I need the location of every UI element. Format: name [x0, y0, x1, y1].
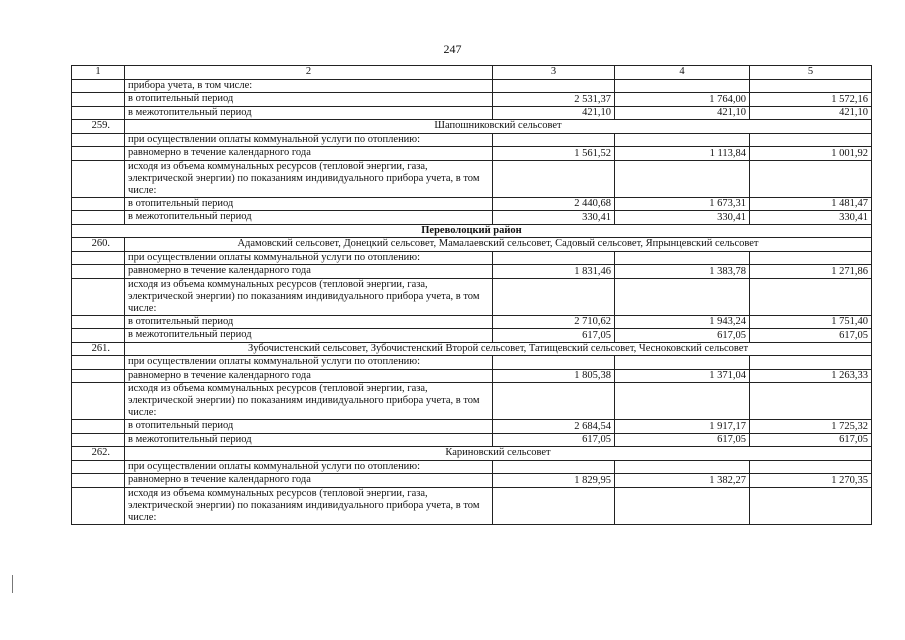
row-index [72, 265, 125, 279]
row-description: исходя из объема коммунальных ресурсов (тепловой энергии, газа, электрической энергии) по показаниям индивидуального прибора учета, в том числе: [125, 487, 493, 524]
row-index [72, 93, 125, 107]
value-col4: 1 943,24 [615, 315, 750, 329]
row-index [72, 487, 125, 524]
value-col5 [750, 160, 872, 197]
row-index: 259. [72, 120, 125, 134]
page-number: 247 [443, 42, 462, 56]
value-col3 [493, 383, 615, 420]
table-row [72, 147, 872, 161]
value-col4: 1 673,31 [615, 197, 750, 211]
table-row [72, 460, 872, 474]
row-index [72, 356, 125, 370]
row-index [72, 133, 125, 147]
value-col5: 1 725,32 [750, 420, 872, 434]
row-description: исходя из объема коммунальных ресурсов (тепловой энергии, газа, электрической энергии) по показаниям индивидуального прибора учета, в том числе: [125, 160, 493, 197]
row-description: при осуществлении оплаты коммунальной услуги по отоплению: [125, 460, 493, 474]
row-index: 260. [72, 238, 125, 252]
row-description: равномерно в течение календарного года [125, 369, 493, 383]
row-description: в отопительный период [125, 315, 493, 329]
row-description: исходя из объема коммунальных ресурсов (тепловой энергии, газа, электрической энергии) по показаниям индивидуального прибора учета, в том числе: [125, 278, 493, 315]
value-col5 [750, 356, 872, 370]
row-index [72, 369, 125, 383]
row-index [72, 197, 125, 211]
table-row [72, 265, 872, 279]
value-col4: 1 113,84 [615, 147, 750, 161]
value-col4: 421,10 [615, 106, 750, 120]
value-col4: 617,05 [615, 433, 750, 447]
value-col4 [615, 487, 750, 524]
value-col5: 1 751,40 [750, 315, 872, 329]
value-col3: 330,41 [493, 211, 615, 225]
column-number: 1 [72, 66, 125, 80]
row-index: 261. [72, 342, 125, 356]
value-col4: 1 371,04 [615, 369, 750, 383]
section-row [72, 120, 872, 134]
value-col4 [615, 79, 750, 93]
row-description: при осуществлении оплаты коммунальной услуги по отоплению: [125, 133, 493, 147]
value-col4 [615, 278, 750, 315]
row-index [72, 251, 125, 265]
value-col5: 1 001,92 [750, 147, 872, 161]
row-index [72, 329, 125, 343]
value-col5 [750, 278, 872, 315]
value-col3 [493, 278, 615, 315]
value-col3: 1 561,52 [493, 147, 615, 161]
row-index [72, 474, 125, 488]
value-col5: 1 572,16 [750, 93, 872, 107]
value-col4: 1 764,00 [615, 93, 750, 107]
table-row [72, 93, 872, 107]
table-row [72, 433, 872, 447]
margin-mark [12, 575, 13, 593]
value-col4 [615, 460, 750, 474]
table-row [72, 420, 872, 434]
value-col3: 2 684,54 [493, 420, 615, 434]
row-index: 262. [72, 447, 125, 461]
value-col3: 617,05 [493, 433, 615, 447]
section-row [72, 447, 872, 461]
value-col5 [750, 79, 872, 93]
value-col3: 2 440,68 [493, 197, 615, 211]
table-row [72, 79, 872, 93]
section-title: Шапошниковский сельсовет [125, 120, 872, 134]
value-col4 [615, 383, 750, 420]
value-col5 [750, 251, 872, 265]
value-col3 [493, 79, 615, 93]
table-row [72, 356, 872, 370]
row-index [72, 383, 125, 420]
value-col4: 1 383,78 [615, 265, 750, 279]
row-index [72, 460, 125, 474]
section-row [72, 238, 872, 252]
value-col4 [615, 251, 750, 265]
table-row [72, 278, 872, 315]
column-number: 4 [615, 66, 750, 80]
value-col3 [493, 487, 615, 524]
row-description: прибора учета, в том числе: [125, 79, 493, 93]
row-description: при осуществлении оплаты коммунальной услуги по отоплению: [125, 251, 493, 265]
section-title: Адамовский сельсовет, Донецкий сельсовет, Мамалаевский сельсовет, Садовый сельсовет, Япрынцевский сельсовет [125, 238, 872, 252]
value-col3: 421,10 [493, 106, 615, 120]
table-row [72, 329, 872, 343]
value-col5: 617,05 [750, 329, 872, 343]
value-col5: 1 270,35 [750, 474, 872, 488]
row-description: равномерно в течение календарного года [125, 147, 493, 161]
row-index [72, 278, 125, 315]
value-col5: 617,05 [750, 433, 872, 447]
district-title: Переволоцкий район [72, 224, 872, 238]
section-row [72, 342, 872, 356]
tariff-table [71, 65, 872, 525]
row-description: в отопительный период [125, 93, 493, 107]
row-description: в межотопительный период [125, 211, 493, 225]
table-row [72, 197, 872, 211]
table-row [72, 160, 872, 197]
row-description: в межотопительный период [125, 433, 493, 447]
value-col4 [615, 160, 750, 197]
value-col5: 1 271,86 [750, 265, 872, 279]
table-row [72, 383, 872, 420]
table-row [72, 211, 872, 225]
value-col3 [493, 251, 615, 265]
table-row [72, 315, 872, 329]
value-col4: 1 917,17 [615, 420, 750, 434]
section-title: Зубочистенский сельсовет, Зубочистенский Второй сельсовет, Татищевский сельсовет, Чесноковский сельсовет [125, 342, 872, 356]
value-col5 [750, 487, 872, 524]
row-index [72, 79, 125, 93]
value-col5 [750, 460, 872, 474]
value-col3 [493, 460, 615, 474]
row-description: равномерно в течение календарного года [125, 265, 493, 279]
section-title: Кариновский сельсовет [125, 447, 872, 461]
value-col3: 617,05 [493, 329, 615, 343]
value-col5 [750, 383, 872, 420]
row-description: равномерно в течение календарного года [125, 474, 493, 488]
row-index [72, 211, 125, 225]
column-number: 3 [493, 66, 615, 80]
value-col3: 2 710,62 [493, 315, 615, 329]
column-number: 5 [750, 66, 872, 80]
value-col3: 2 531,37 [493, 93, 615, 107]
table-row [72, 487, 872, 524]
row-index [72, 420, 125, 434]
row-description: в отопительный период [125, 197, 493, 211]
table-row [72, 474, 872, 488]
value-col4 [615, 356, 750, 370]
row-index [72, 433, 125, 447]
row-description: в межотопительный период [125, 106, 493, 120]
value-col5: 1 481,47 [750, 197, 872, 211]
row-index [72, 315, 125, 329]
row-index [72, 160, 125, 197]
value-col5 [750, 133, 872, 147]
table-row [72, 133, 872, 147]
row-description: исходя из объема коммунальных ресурсов (тепловой энергии, газа, электрической энергии) по показаниям индивидуального прибора учета, в том числе: [125, 383, 493, 420]
table-row [72, 369, 872, 383]
row-index [72, 147, 125, 161]
value-col4: 617,05 [615, 329, 750, 343]
column-number: 2 [125, 66, 493, 80]
row-index [72, 106, 125, 120]
value-col5: 421,10 [750, 106, 872, 120]
table-row [72, 106, 872, 120]
district-row [72, 224, 872, 238]
value-col5: 330,41 [750, 211, 872, 225]
value-col3: 1 829,95 [493, 474, 615, 488]
value-col3 [493, 356, 615, 370]
table-row [72, 251, 872, 265]
value-col4: 330,41 [615, 211, 750, 225]
value-col4 [615, 133, 750, 147]
value-col3 [493, 160, 615, 197]
value-col3: 1 805,38 [493, 369, 615, 383]
row-description: в отопительный период [125, 420, 493, 434]
value-col4: 1 382,27 [615, 474, 750, 488]
value-col5: 1 263,33 [750, 369, 872, 383]
tariff-table-body [72, 66, 872, 525]
value-col3 [493, 133, 615, 147]
column-number-row [72, 66, 872, 80]
value-col3: 1 831,46 [493, 265, 615, 279]
row-description: при осуществлении оплаты коммунальной услуги по отоплению: [125, 356, 493, 370]
row-description: в межотопительный период [125, 329, 493, 343]
